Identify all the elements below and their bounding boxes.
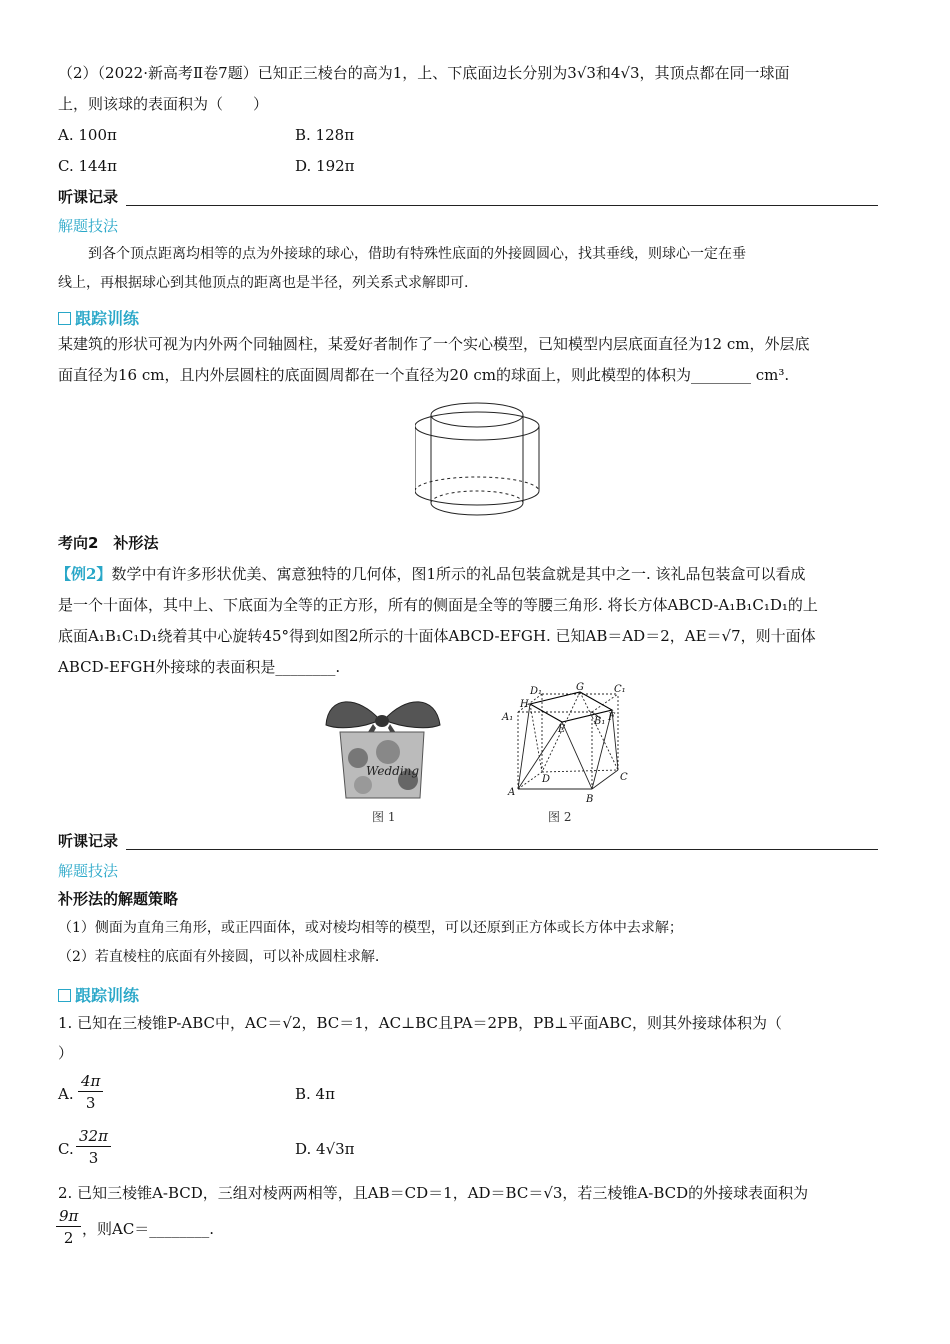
tracking-training-heading: 跟踪训练 <box>58 308 139 330</box>
label-f: F <box>608 712 615 723</box>
strategy-item-1: （1）侧面为直角三角形，或正四面体，或对棱均相等的模型，可以还原到正方体或长方体中去求解； <box>58 920 683 936</box>
label-d1: D₁ <box>530 686 543 697</box>
example-2-line-1: 【例2】数学中有许多形状优美、寓意独特的几何体，图1所示的礼品包装盒就是其中之一. 该礼品包装盒可以看成 <box>56 565 806 583</box>
example-2-line-2: 是一个十面体，其中上、下底面为全等的正方形，所有的侧面是全等的等腰三角形. 将长方体ABCD-A₁B₁C₁D₁的上 <box>58 596 818 614</box>
label-c1: C₁ <box>614 684 626 695</box>
direction-heading: 考向2 补形法 <box>58 534 159 552</box>
example-tag: 【例2】 <box>56 565 112 583</box>
checkbox-icon <box>58 989 71 1002</box>
question-2-line-1: （2）（2022·新高考Ⅱ卷7题）已知正三棱台的高为1，上、下底面边长分别为3√3和4√3，其顶点都在同一球面 <box>58 64 790 82</box>
label-a1: A₁ <box>502 712 514 723</box>
problem-1-option-d: D. 4√3π <box>295 1140 355 1158</box>
problem-2-line-2: ，则AC＝________. <box>82 1220 215 1238</box>
question-2-line-2: 上，则该球的表面积为（ ） <box>58 95 269 113</box>
option-b: B. 128π <box>295 126 355 144</box>
technique-label: 解题技法 <box>58 217 119 235</box>
problem-1-option-a-label: A. <box>58 1085 74 1103</box>
figure-1-caption: 图 1 <box>372 810 396 824</box>
option-d: D. 192π <box>295 157 355 175</box>
strategy-item-2: （2）若直棱柱的底面有外接圆，可以补成圆柱求解. <box>58 949 380 965</box>
decahedron-figure <box>500 682 635 807</box>
example-2-line-3: 底面A₁B₁C₁D₁绕着其中心旋转45°得到如图2所示的十面体ABCD-EFGH. 已知AB＝AD＝2，AE＝√7，则十面体 <box>58 627 816 645</box>
gift-box-photo <box>318 690 448 805</box>
problem-2-fraction: $\frac{9\pi}{2}$ <box>56 1206 81 1249</box>
problem-1-option-b: B. 4π <box>295 1085 335 1103</box>
technique-text-line-2: 线上，再根据球心到其他顶点的距离也是半径，列关系式求解即可. <box>58 275 469 291</box>
option-c-fraction: $\frac{32\pi}{3}$ <box>76 1126 111 1169</box>
track-problem-line-2: 面直径为16 cm，且内外层圆柱的底面圆周都在一个直径为20 cm的球面上，则此模型的体积为________ cm³. <box>58 366 790 384</box>
notes-line-2 <box>126 849 878 850</box>
wedding-text: Wedding <box>366 764 420 778</box>
option-a: A. 100π <box>58 126 117 144</box>
label-h: H <box>520 699 529 710</box>
label-b1: B₁ <box>594 716 606 727</box>
checkbox-icon <box>58 312 71 325</box>
strategy-title: 补形法的解题策略 <box>58 890 179 908</box>
notes-line <box>126 205 878 206</box>
example-2-line-4: ABCD-EFGH外接球的表面积是________. <box>58 658 341 676</box>
technique-text-line-1: 到各个顶点距离均相等的点为外接球的球心，借助有特殊性底面的外接圆圆心，找其垂线，则球心一定在垂 <box>88 246 746 262</box>
problem-1-line-2: ） <box>58 1044 74 1062</box>
notes-label-2: 听课记录 <box>58 832 119 850</box>
problem-1-line-1: 1. 已知在三棱锥P-ABC中，AC＝√2，BC＝1，AC⊥BC且PA＝2PB，PB⊥平面ABC，则其外接球体积为（ <box>58 1014 783 1032</box>
track-problem-line-1: 某建筑的形状可视为内外两个同轴圆柱，某爱好者制作了一个实心模型，已知模型内层底面直径为12 cm，外层底 <box>58 335 810 353</box>
label-e: E <box>558 724 566 735</box>
label-g: G <box>576 682 584 693</box>
figure-2-caption: 图 2 <box>548 810 572 824</box>
problem-2-line-1: 2. 已知三棱锥A-BCD，三组对棱两两相等，且AB＝CD＝1，AD＝BC＝√3，若三棱锥A-BCD的外接球表面积为 <box>58 1184 809 1202</box>
problem-1-option-c-label: C. <box>58 1140 74 1158</box>
notes-label: 听课记录 <box>58 188 119 206</box>
label-b: B <box>586 794 594 805</box>
technique-label-2: 解题技法 <box>58 862 119 880</box>
option-a-fraction: $\frac{4\pi}{3}$ <box>78 1071 103 1114</box>
label-d: D <box>542 774 551 785</box>
label-c: C <box>620 772 628 783</box>
option-c: C. 144π <box>58 157 117 175</box>
coaxial-cylinder-figure <box>415 395 540 525</box>
tracking-training-heading-2: 跟踪训练 <box>58 985 139 1007</box>
label-a: A <box>508 787 516 798</box>
